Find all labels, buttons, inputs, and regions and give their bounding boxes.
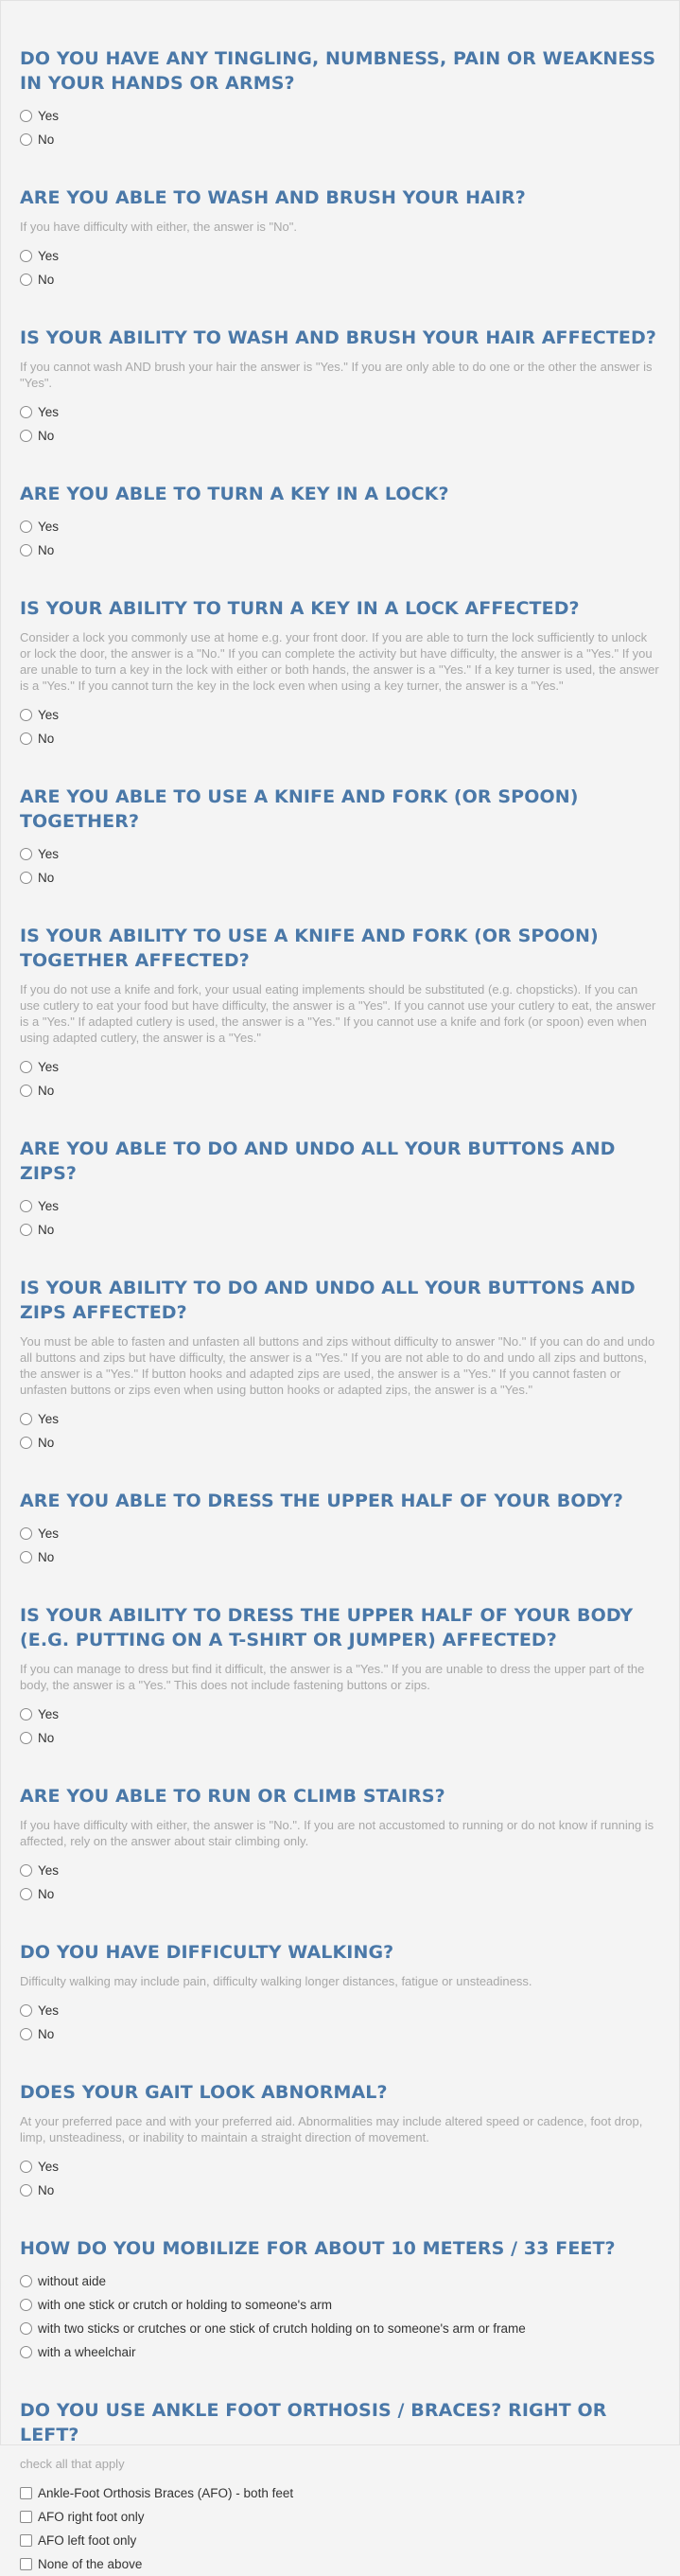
radio-option-label: No <box>38 1436 55 1450</box>
checkbox-option-label: None of the above <box>38 2557 143 2571</box>
radio-option-label: No <box>38 543 55 557</box>
question-title: DO YOU USE ANKLE FOOT ORTHOSIS / BRACES? RIGHT OR LEFT? <box>20 2400 607 2445</box>
checkbox[interactable] <box>20 2558 32 2570</box>
radio-button[interactable] <box>20 1708 32 1720</box>
question-block <box>20 1940 660 2046</box>
radio-button[interactable] <box>20 1224 32 1236</box>
radio-option-label: Yes <box>38 2003 60 2018</box>
radio-button[interactable] <box>20 406 32 418</box>
radio-option-label: No <box>38 871 55 885</box>
question-title: IS YOUR ABILITY TO DO AND UNDO ALL YOUR BUTTONS AND ZIPS AFFECTED? <box>20 1278 636 1323</box>
radio-button[interactable] <box>20 1732 32 1744</box>
radio-button[interactable] <box>20 520 32 533</box>
radio-option[interactable] <box>20 515 660 538</box>
radio-option[interactable] <box>20 268 660 291</box>
radio-option-label: No <box>38 2027 55 2041</box>
question-hint: Consider a lock you commonly use at home e.g. your front door. If you are able to turn the lock sufficiently to unlock or lock the door, the answer is a "No." If you can complete the activity but have difficulty, the answer is a "Yes." If you are unable to turn a key in the lock with either or both hands, the answer is a "Yes." If a key turner is used, the answer is a "Yes." If you cannot turn the key in the lock even when using a key turner, the answer is a "Yes." <box>20 630 659 693</box>
radio-button[interactable] <box>20 2322 32 2335</box>
radio-option[interactable] <box>20 1703 660 1726</box>
radio-option-label: Yes <box>38 1863 60 1878</box>
radio-option-label: No <box>38 732 55 746</box>
radio-option-label: Yes <box>38 1526 60 1541</box>
radio-option-label: Yes <box>38 1199 60 1213</box>
question-hint: Difficulty walking may include pain, difficulty walking longer distances, fatigue or unsteadiness. <box>20 1974 532 1988</box>
question-hint: If you cannot wash AND brush your hair the answer is "Yes." If you are only able to do one or the other the answer is "Yes". <box>20 360 653 390</box>
radio-option[interactable] <box>20 1407 660 1431</box>
radio-option[interactable] <box>20 1194 660 1218</box>
radio-button[interactable] <box>20 1085 32 1097</box>
radio-option[interactable] <box>20 1859 660 1882</box>
radio-option[interactable] <box>20 2022 660 2046</box>
radio-option[interactable] <box>20 1431 660 1455</box>
radio-option-label: Yes <box>38 520 60 534</box>
radio-button[interactable] <box>20 544 32 556</box>
radio-button[interactable] <box>20 250 32 262</box>
checkbox[interactable] <box>20 2487 32 2499</box>
radio-option-label: Yes <box>38 1412 60 1426</box>
question-hint: check all that apply <box>20 2457 125 2471</box>
radio-option[interactable] <box>20 703 660 727</box>
radio-option-label: Yes <box>38 847 60 861</box>
radio-button[interactable] <box>20 2299 32 2311</box>
radio-button[interactable] <box>20 2275 32 2287</box>
question-title: IS YOUR ABILITY TO DRESS THE UPPER HALF OF YOUR BODY (E.G. PUTTING ON A T-SHIRT OR JUMPER) AFFECTED? <box>20 1605 634 1650</box>
radio-option[interactable] <box>20 2155 660 2179</box>
radio-option-label: No <box>38 2183 55 2197</box>
radio-button[interactable] <box>20 732 32 745</box>
radio-button[interactable] <box>20 1200 32 1212</box>
radio-option-label: No <box>38 1550 55 1564</box>
radio-button[interactable] <box>20 2346 32 2358</box>
radio-button[interactable] <box>20 2161 32 2173</box>
radio-option-label: with one stick or crutch or holding to someone's arm <box>38 2298 332 2312</box>
question-title: ARE YOU ABLE TO RUN OR CLIMB STAIRS? <box>20 1786 445 1807</box>
question-block <box>20 1276 660 1455</box>
radio-option[interactable] <box>20 2340 660 2364</box>
question-hint: You must be able to fasten and unfasten all buttons and zips without difficulty to answer "No." If you can do and undo all buttons and zips but have difficulty, the answer is a "Yes." If you are not able to do and undo all zips and buttons, the answer is a "Yes." If button hooks and adapted zips are used, the answer is a "Yes." If you cannot fasten or unfasten buttons or zips even when using button hooks or adapted zips, the answer is a "Yes." <box>20 1334 655 1397</box>
radio-option-label: Yes <box>38 1060 60 1074</box>
radio-option[interactable] <box>20 128 660 151</box>
radio-button[interactable] <box>20 1437 32 1449</box>
checkbox-option[interactable] <box>20 2529 660 2552</box>
radio-option[interactable] <box>20 424 660 448</box>
question-block <box>20 596 660 750</box>
question-hint: If you have difficulty with either, the answer is "No". <box>20 220 297 234</box>
radio-option-label: Yes <box>38 1707 60 1721</box>
question-list <box>20 46 660 2364</box>
radio-option[interactable] <box>20 1545 660 1569</box>
question-hint: If you do not use a knife and fork, your usual eating implements should be substituted (e.g. chopsticks). If you can use cutlery to eat your food but have difficulty, the answer is a "Yes". If you cannot use your cutlery to eat, the answer is a "Yes." If adapted cutlery is used, the answer is a "Yes." If you cannot use a knife and fork (or spoon) even when using adapted cutlery, the answer is a "Yes." <box>20 982 656 1045</box>
radio-option-label: No <box>38 132 55 147</box>
question-hint: If you can manage to dress but find it difficult, the answer is a "Yes." If you are unable to dress the upper part of the body, the answer is a "Yes." This does not include fastening buttons or zips. <box>20 1662 645 1692</box>
radio-button[interactable] <box>20 848 32 860</box>
radio-button[interactable] <box>20 110 32 122</box>
radio-option[interactable] <box>20 1218 660 1242</box>
question-title: IS YOUR ABILITY TO TURN A KEY IN A LOCK AFFECTED? <box>20 598 580 619</box>
radio-option[interactable] <box>20 244 660 268</box>
radio-option-label: with two sticks or crutches or one stick of crutch holding on to someone's arm or frame <box>38 2321 526 2336</box>
radio-option[interactable] <box>20 1882 660 1906</box>
radio-option-label: without aide <box>38 2274 107 2288</box>
checkbox-option[interactable] <box>20 2505 660 2529</box>
radio-option[interactable] <box>20 727 660 750</box>
radio-option[interactable] <box>20 104 660 128</box>
question-block <box>20 2080 660 2202</box>
question-block <box>20 482 660 562</box>
radio-option[interactable] <box>20 1522 660 1545</box>
radio-option-label: Yes <box>38 249 60 263</box>
question-block <box>20 2236 660 2364</box>
question-title: ARE YOU ABLE TO WASH AND BRUSH YOUR HAIR? <box>20 187 526 208</box>
radio-option-label: Yes <box>38 708 60 722</box>
radio-option[interactable] <box>20 2317 660 2340</box>
radio-button[interactable] <box>20 1527 32 1540</box>
radio-option[interactable] <box>20 400 660 424</box>
radio-button[interactable] <box>20 709 32 721</box>
question-title: ARE YOU ABLE TO DRESS THE UPPER HALF OF YOUR BODY? <box>20 1491 624 1511</box>
question-block <box>20 185 660 291</box>
question-block <box>20 1603 660 1750</box>
radio-button[interactable] <box>20 1864 32 1877</box>
radio-option[interactable] <box>20 1079 660 1103</box>
radio-option-label: No <box>38 429 55 443</box>
question-title: ARE YOU ABLE TO TURN A KEY IN A LOCK? <box>20 484 449 504</box>
radio-button[interactable] <box>20 133 32 146</box>
radio-option[interactable] <box>20 2293 660 2317</box>
checkbox-option[interactable] <box>20 2552 660 2576</box>
checkbox-option[interactable] <box>20 2481 660 2505</box>
checkbox[interactable] <box>20 2534 32 2547</box>
radio-option-label: No <box>38 1084 55 1098</box>
checkbox[interactable] <box>20 2511 32 2523</box>
question-block <box>20 924 660 1103</box>
checkbox-option-label: AFO right foot only <box>38 2510 145 2524</box>
radio-button[interactable] <box>20 2184 32 2197</box>
question-block-afo <box>20 2398 660 2576</box>
radio-option-label: No <box>38 1223 55 1237</box>
question-block <box>20 785 660 890</box>
radio-option[interactable] <box>20 1055 660 1079</box>
checkbox-option-label: AFO left foot only <box>38 2533 137 2548</box>
radio-option[interactable] <box>20 2179 660 2202</box>
question-block <box>20 1137 660 1242</box>
radio-option-label: No <box>38 273 55 287</box>
question-title: IS YOUR ABILITY TO WASH AND BRUSH YOUR HAIR AFFECTED? <box>20 327 656 348</box>
radio-button[interactable] <box>20 2004 32 2017</box>
radio-option-label: No <box>38 1731 55 1745</box>
radio-option[interactable] <box>20 866 660 890</box>
radio-button[interactable] <box>20 2028 32 2040</box>
radio-option[interactable] <box>20 842 660 866</box>
question-block <box>20 1784 660 1906</box>
radio-button[interactable] <box>20 1061 32 1073</box>
checkbox-option-label: Ankle-Foot Orthosis Braces (AFO) - both feet <box>38 2486 294 2500</box>
radio-option[interactable] <box>20 538 660 562</box>
radio-button[interactable] <box>20 430 32 442</box>
question-title: ARE YOU ABLE TO DO AND UNDO ALL YOUR BUTTONS AND ZIPS? <box>20 1138 616 1184</box>
question-title: DO YOU HAVE DIFFICULTY WALKING? <box>20 1942 394 1963</box>
radio-button[interactable] <box>20 1413 32 1425</box>
radio-button[interactable] <box>20 1888 32 1900</box>
radio-button[interactable] <box>20 872 32 884</box>
radio-option[interactable] <box>20 1999 660 2022</box>
question-block <box>20 46 660 151</box>
radio-option[interactable] <box>20 2269 660 2293</box>
radio-option[interactable] <box>20 1726 660 1750</box>
question-title: HOW DO YOU MOBILIZE FOR ABOUT 10 METERS / 33 FEET? <box>20 2238 616 2259</box>
question-hint: If you have difficulty with either, the answer is "No.". If you are not accustomed to running or do not know if running is affected, rely on the answer about stair climbing only. <box>20 1818 654 1848</box>
question-title: DO YOU HAVE ANY TINGLING, NUMBNESS, PAIN OR WEAKNESS IN YOUR HANDS OR ARMS? <box>20 48 656 94</box>
question-title: DOES YOUR GAIT LOOK ABNORMAL? <box>20 2082 388 2103</box>
question-title: ARE YOU ABLE TO USE A KNIFE AND FORK (OR SPOON) TOGETHER? <box>20 786 579 832</box>
checkbox-group <box>20 2481 660 2576</box>
radio-option-label: Yes <box>38 2160 60 2174</box>
question-title: IS YOUR ABILITY TO USE A KNIFE AND FORK (OR SPOON) TOGETHER AFFECTED? <box>20 926 599 971</box>
radio-option-label: Yes <box>38 405 60 419</box>
radio-option-label: No <box>38 1887 55 1901</box>
radio-button[interactable] <box>20 1551 32 1563</box>
question-block <box>20 1489 660 1569</box>
radio-option-label: with a wheelchair <box>38 2345 136 2359</box>
question-hint: At your preferred pace and with your preferred aid. Abnormalities may include altered speed or cadence, foot drop, limp, unsteadiness, or inability to maintain a straight direction of movement. <box>20 2114 643 2144</box>
radio-option-label: Yes <box>38 109 60 123</box>
question-block <box>20 326 660 448</box>
radio-button[interactable] <box>20 273 32 286</box>
